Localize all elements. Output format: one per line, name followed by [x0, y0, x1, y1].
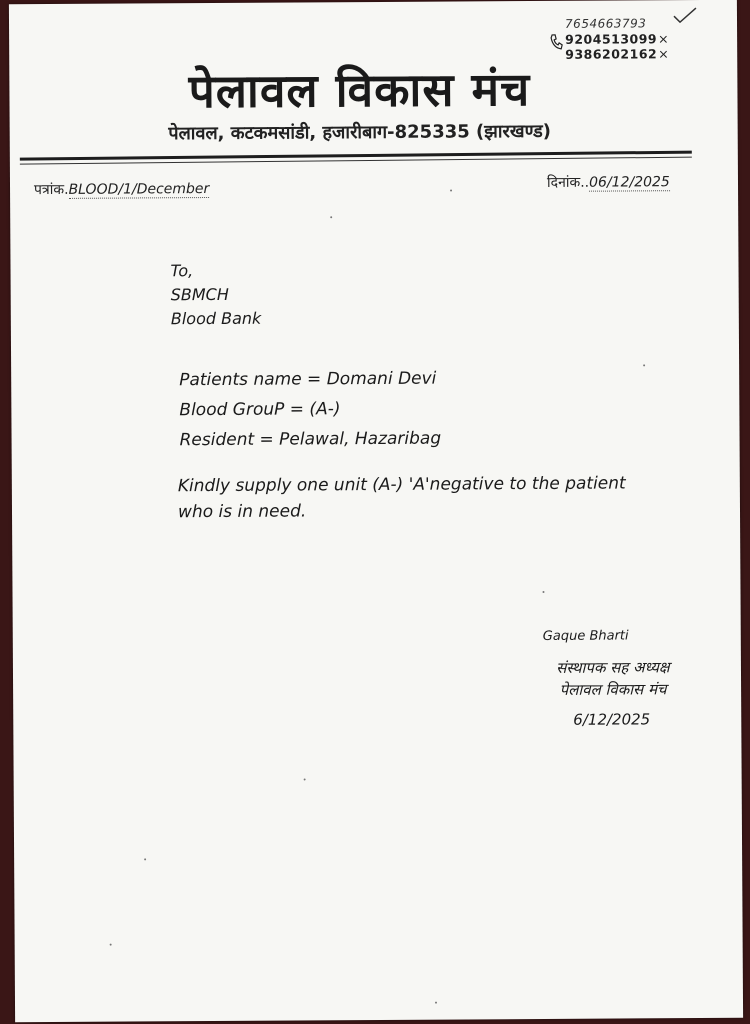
salutation-to: To,: [170, 261, 194, 281]
paper-speck: [110, 944, 112, 946]
organization-name: पेलावल विकास मंच: [188, 62, 531, 119]
resident-line: Resident = Pelawal, Hazaribag: [179, 428, 442, 451]
request-paragraph: [178, 470, 658, 525]
recipient-line-2: Blood Bank: [170, 308, 262, 329]
signature-date: 6/12/2025: [573, 710, 651, 729]
request-line-1: Kindly supply one unit (A-) 'A'negative to the patient: [177, 473, 626, 497]
patient-details: [179, 364, 441, 456]
phone-numbers: [549, 16, 699, 62]
checkmark-icon: [672, 6, 698, 24]
request-line-2: who is in need.: [177, 501, 307, 523]
signatory-title: [513, 656, 713, 701]
cross-mark-icon: ×: [658, 31, 670, 47]
letter-date: [547, 172, 670, 192]
recipient-block: [170, 259, 261, 332]
phone-number-2: [549, 31, 699, 47]
paper-speck: [304, 778, 306, 780]
reference-label: पत्रांक.: [33, 181, 69, 199]
phone-number-1: [549, 16, 699, 32]
blood-group-line: Blood GrouP = (A-): [179, 399, 341, 421]
paper-speck: [435, 1002, 437, 1004]
reference-value: BLOOD/1/December: [68, 181, 210, 198]
recipient-line-1: SBMCH: [170, 284, 229, 305]
signatory-title-line-2: पेलावल विकास मंच: [559, 680, 667, 699]
paper-speck: [330, 216, 332, 218]
signatory-title-line-1: संस्थापक सह अध्यक्ष: [556, 658, 670, 677]
paper-speck: [643, 364, 645, 366]
paper-speck: [542, 591, 544, 593]
phone-number-2-text: 9204513099: [565, 31, 658, 47]
cross-mark-icon: ×: [658, 46, 670, 62]
patient-name-line: Patients name = Domani Devi: [179, 368, 437, 391]
reference-number: [34, 179, 209, 199]
phone-number-3-text: 9386202162: [565, 46, 658, 62]
signature: Gaque Bharti: [542, 628, 629, 644]
date-label: दिनांक..: [546, 174, 590, 191]
paper-speck: [450, 190, 452, 192]
organization-address: पेलावल, कटकमसांडी, हजारीबाग-825335 (झारखण्ड): [168, 120, 552, 145]
paper-speck: [144, 858, 146, 860]
letter-sheet: [9, 0, 743, 1022]
phone-number-1-text: 7654663793: [564, 16, 647, 31]
date-value: 06/12/2025: [589, 174, 670, 191]
